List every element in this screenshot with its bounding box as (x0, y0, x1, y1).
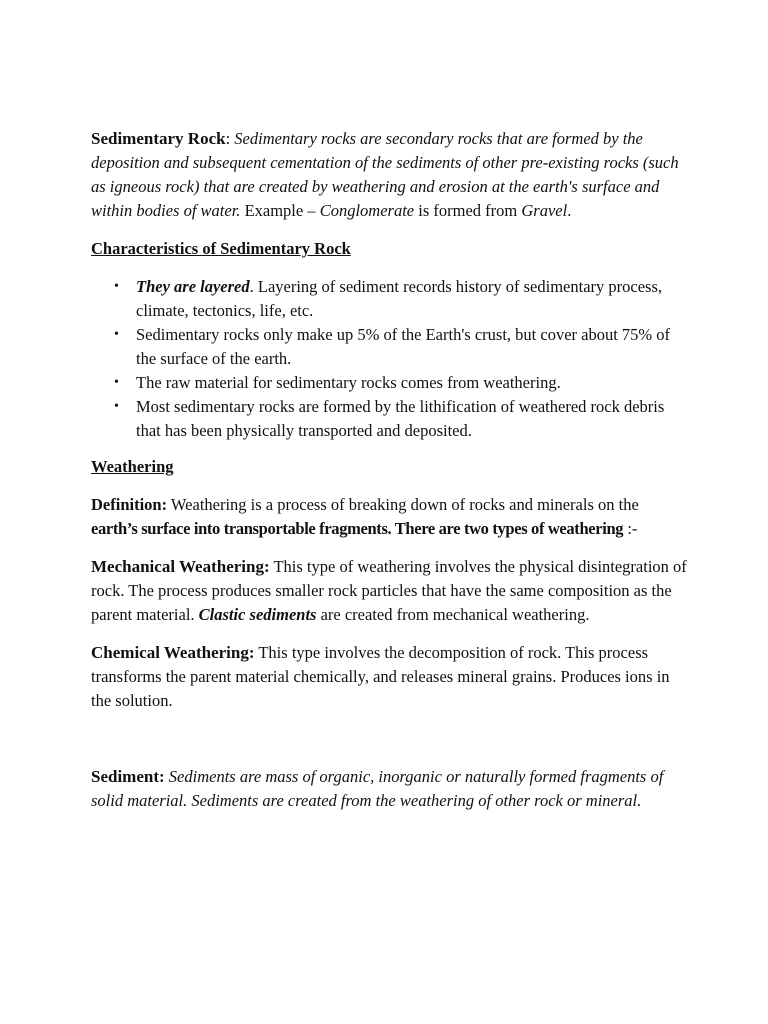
example-prefix: Example – (240, 201, 320, 220)
bullet-icon: • (114, 399, 119, 414)
example-rock: Conglomerate (319, 201, 415, 220)
bullet-icon: • (114, 279, 119, 294)
list-item-text: . Layering of sediment records history of sedimentary process, climate, tectonics, life, etc. (136, 277, 663, 320)
definition-text: Weathering is a process of breaking down of rocks and minerals on the (167, 495, 639, 514)
sediment-label: Sediment: (91, 767, 165, 786)
example-source: Gravel (521, 201, 568, 220)
list-item (91, 275, 691, 323)
weathering-heading: Weathering (91, 457, 174, 476)
vertical-spacer (91, 727, 691, 765)
list-item (91, 371, 691, 395)
list-item-text: Most sedimentary rocks are formed by the lithification of weathered rock debris that has been physically transported and deposited. (136, 397, 665, 440)
mechanical-weathering-text-1: This type of weathering involves the physical disintegration of rock. The process produces smaller rock particles that have the same composition as the parent material. (91, 557, 687, 624)
definition-paragraph (91, 493, 691, 541)
list-item (91, 395, 691, 443)
example-end: . (567, 201, 572, 220)
chemical-weathering-paragraph (91, 641, 691, 713)
example-mid: is formed from (414, 201, 522, 220)
sediment-text: Sediments are mass of organic, inorganic or naturally formed fragments of solid material. Sediments are created from the weathering of other rock or mineral. (91, 767, 664, 810)
mechanical-weathering-label: Mechanical Weathering: (91, 557, 270, 576)
list-item-text: The raw material for sedimentary rocks comes from weathering. (136, 373, 561, 392)
characteristics-list (91, 275, 691, 443)
mechanical-weathering-paragraph (91, 555, 691, 627)
clastic-sediments-emphasis: Clastic sediments (198, 605, 317, 624)
definition-text-2: earth’s surface into transportable fragments. There are two types of weathering (91, 519, 624, 538)
sedimentary-rock-definition: Sedimentary rocks are secondary rocks that are formed by the deposition and subsequent cementation of the sediments of other pre-existing rocks (such as igneous rock) that are created by weathering and erosion at the earth's surface and within bodies of water. (91, 129, 679, 220)
chemical-weathering-label: Chemical Weathering: (91, 643, 255, 662)
sedimentary-rock-colon: : (225, 129, 231, 148)
bullet-icon: • (114, 327, 119, 342)
definition-label: Definition: (91, 495, 168, 514)
chemical-weathering-text: This type involves the decomposition of rock. This process transforms the parent material chemically, and releases mineral grains. Produces ions in the solution. (91, 643, 670, 710)
list-item (91, 323, 691, 371)
sedimentary-rock-term: Sedimentary Rock (91, 129, 226, 148)
bullet-icon: • (114, 375, 119, 390)
list-item-text: Sedimentary rocks only make up 5% of the Earth's crust, but cover about 75% of the surface of the earth. (136, 325, 671, 368)
characteristics-heading: Characteristics of Sedimentary Rock (91, 239, 351, 258)
mechanical-weathering-text-2: are created from mechanical weathering. (316, 605, 590, 624)
sediment-paragraph (91, 765, 691, 813)
sedimentary-rock-paragraph (91, 127, 691, 223)
definition-end: :- (623, 519, 638, 538)
document-body (91, 127, 691, 827)
list-item-emphasis: They are layered (136, 277, 250, 296)
